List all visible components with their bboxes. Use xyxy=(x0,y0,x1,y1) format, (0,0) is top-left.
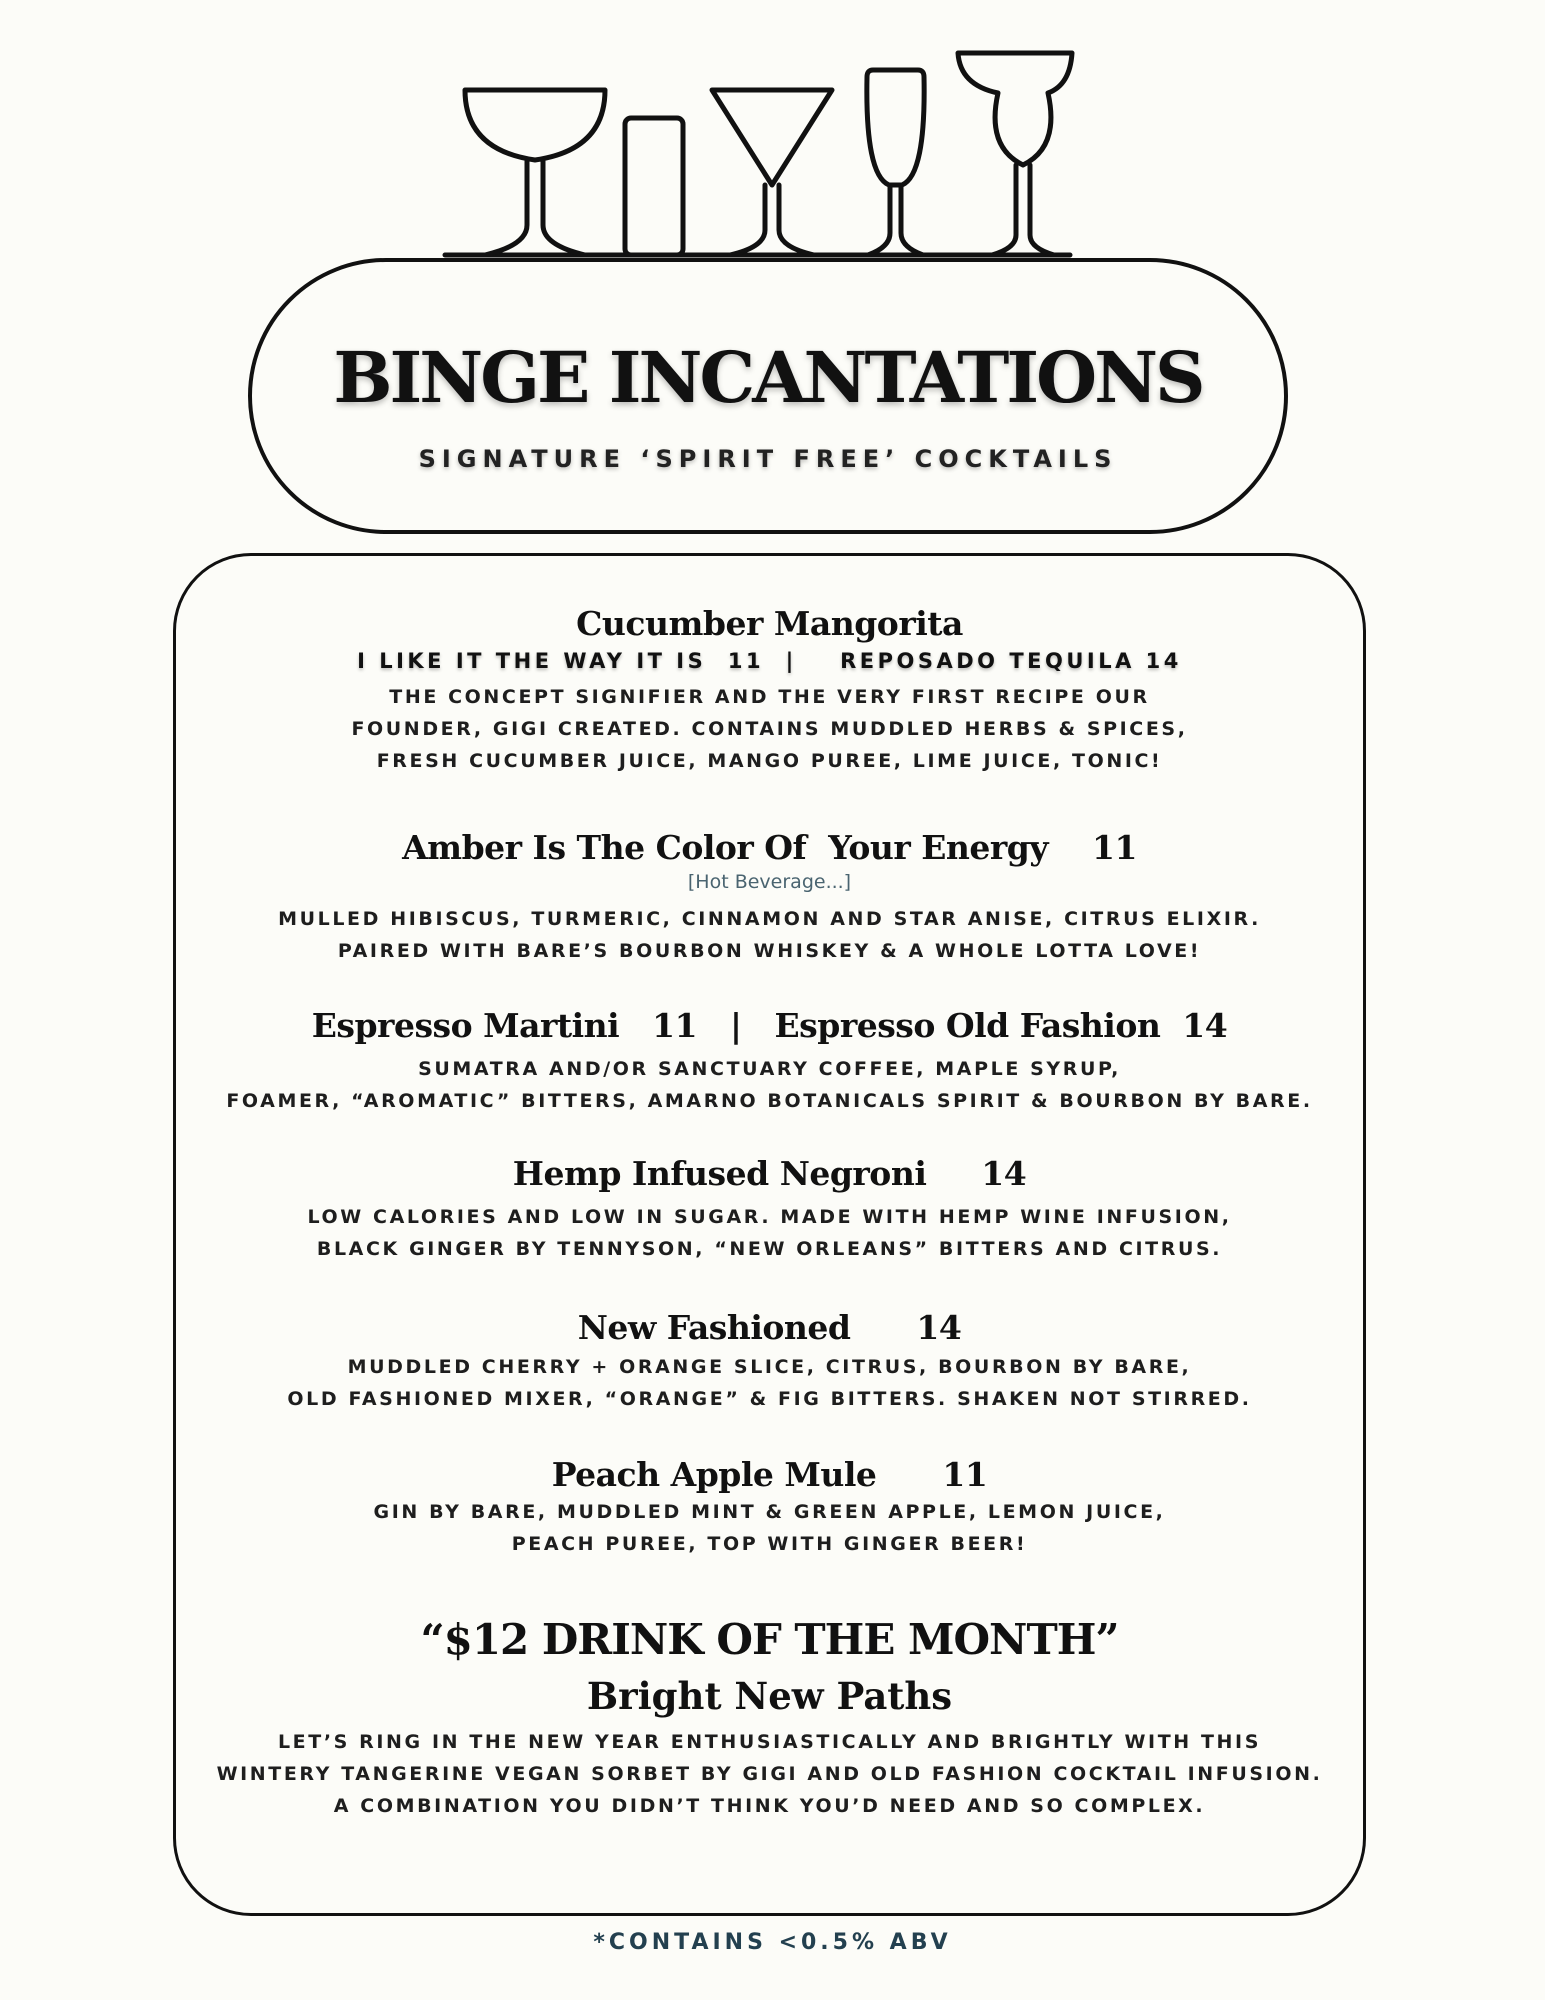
item-description: MULLED HIBISCUS, TURMERIC, CINNAMON AND STAR ANISE, CITRUS ELIXIR. PAIRED WITH BARE’S BOURBON WHISKEY & A WHOLE LOTTA LOVE! xyxy=(278,908,1261,962)
menu-item-espresso xyxy=(173,1006,1366,1117)
menu-item-peach-apple-mule xyxy=(173,1455,1366,1560)
item-name: New Fashioned 14 xyxy=(577,1308,962,1347)
header-banner xyxy=(248,258,1288,534)
item-name: Espresso Martini 11 | Espresso Old Fashion 14 xyxy=(311,1006,1228,1045)
cocktail-glasses-illustration xyxy=(440,35,1080,265)
highball-glass-icon xyxy=(625,118,683,255)
menu-item-amber xyxy=(173,828,1366,967)
drink-of-the-month xyxy=(173,1615,1366,1822)
item-description: GIN BY BARE, MUDDLED MINT & GREEN APPLE, LEMON JUICE, PEACH PUREE, TOP WITH GINGER BEER! xyxy=(373,1501,1166,1555)
drink-of-month-title: “$12 DRINK OF THE MONTH” xyxy=(420,1615,1119,1664)
menu-item-new-fashioned xyxy=(173,1308,1366,1415)
abv-footnote: *CONTAINS <0.5% ABV xyxy=(593,1930,952,1955)
item-name: Cucumber Mangorita xyxy=(576,604,963,643)
item-name: Amber Is The Color Of Your Energy 11 xyxy=(402,828,1137,867)
menu-item-hemp-negroni xyxy=(173,1154,1366,1265)
margarita-glass-icon xyxy=(958,53,1072,255)
menu-subtitle: SIGNATURE ‘SPIRIT FREE’ COCKTAILS xyxy=(418,445,1118,473)
flute-glass-icon xyxy=(867,70,924,255)
item-name: Hemp Infused Negroni 14 xyxy=(512,1154,1027,1193)
item-description: SUMATRA AND/OR SANCTUARY COFFEE, MAPLE SYRUP, FOAMER, “AROMATIC” BITTERS, AMARNO BOTANICALS SPIRIT & BOURBON BY BARE. xyxy=(226,1058,1313,1112)
item-description: THE CONCEPT SIGNIFIER AND THE VERY FIRST RECIPE OUR FOUNDER, GIGI CREATED. CONTAINS MUDDLED HERBS & SPICES, FRESH CUCUMBER JUICE, MANGO PUREE, LIME JUICE, TONIC! xyxy=(351,686,1188,772)
menu-title: BINGE INCANTATIONS xyxy=(333,336,1203,419)
item-description: LOW CALORIES AND LOW IN SUGAR. MADE WITH HEMP WINE INFUSION, BLACK GINGER BY TENNYSON, “NEW ORLEANS” BITTERS AND CITRUS. xyxy=(307,1206,1232,1260)
martini-glass-icon xyxy=(712,90,832,255)
item-variants: I LIKE IT THE WAY IT IS 11 | REPOSADO TEQUILA 14 xyxy=(357,649,1182,673)
coupe-glass-icon xyxy=(465,90,605,255)
item-note: [Hot Beverage...] xyxy=(687,871,852,893)
item-description: MUDDLED CHERRY + ORANGE SLICE, CITRUS, BOURBON BY BARE, OLD FASHIONED MIXER, “ORANGE” & FIG BITTERS. SHAKEN NOT STIRRED. xyxy=(287,1356,1252,1410)
drink-of-month-description: LET’S RING IN THE NEW YEAR ENTHUSIASTICALLY AND BRIGHTLY WITH THIS WINTERY TANGERINE VEGAN SORBET BY GIGI AND OLD FASHION COCKTAIL INFUSION. A COMBINATION YOU DIDN’T THINK YOU’D NEED AND SO COMPLEX. xyxy=(216,1731,1323,1817)
item-name: Peach Apple Mule 11 xyxy=(551,1455,988,1494)
drink-of-month-name: Bright New Paths xyxy=(586,1674,953,1718)
menu-item-cucumber-mangorita xyxy=(173,604,1366,777)
